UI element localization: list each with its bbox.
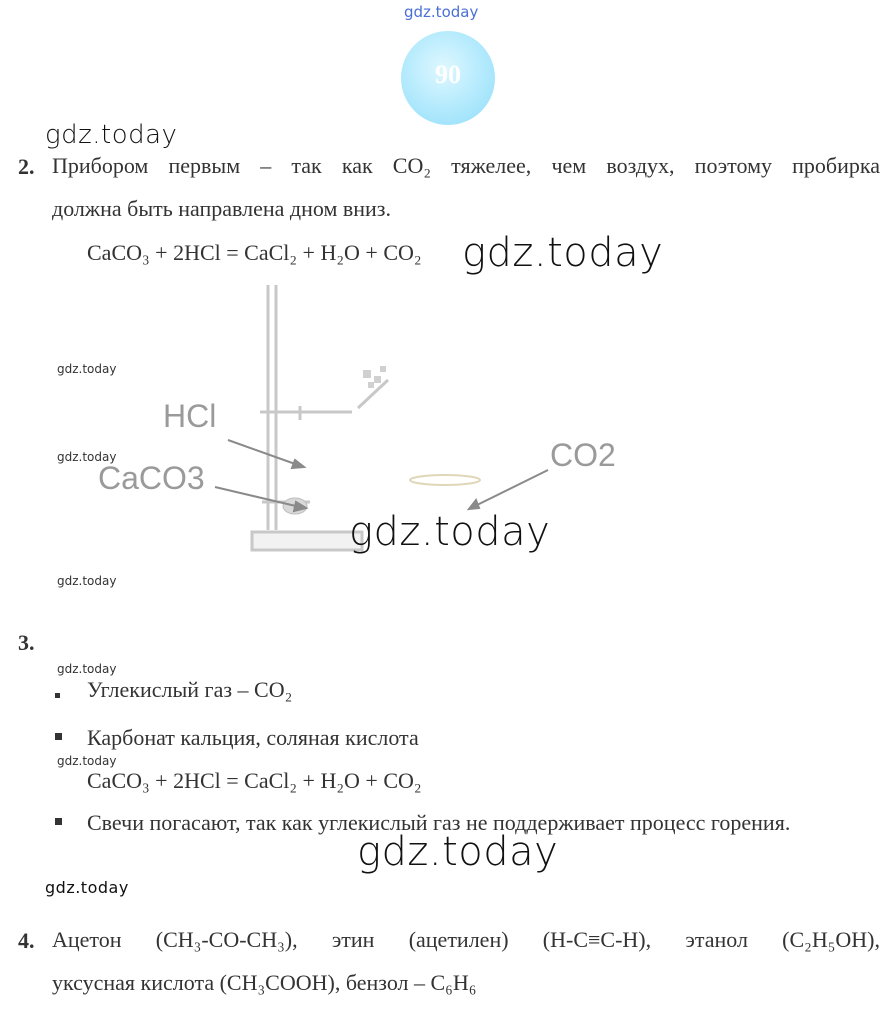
watermark-large: gdz.today bbox=[349, 509, 551, 555]
watermark-header: gdz.today bbox=[45, 120, 178, 150]
task-2-equation: CaCO₃ + 2HCl = CaCl₂ + H₂O + CO₂ bbox=[87, 240, 422, 265]
figure-label-hcl: HCl bbox=[163, 398, 217, 434]
watermark-small: gdz.today bbox=[45, 878, 129, 897]
page-number: 90 bbox=[435, 60, 461, 89]
watermark-large: gdz.today bbox=[462, 230, 664, 276]
watermark-small: gdz.today bbox=[57, 662, 117, 676]
watermark-small: gdz.today bbox=[57, 450, 117, 464]
watermark-small: gdz.today bbox=[57, 362, 117, 376]
bullet-marker bbox=[55, 818, 62, 825]
task-3-equation: CaCO₃ + 2HCl = CaCl₂ + H₂O + CO₂ bbox=[87, 768, 422, 793]
task-3-number: 3. bbox=[18, 630, 35, 655]
task-3-bullet-1: Углекислый газ – CO₂ bbox=[87, 677, 293, 702]
task-2-number: 2. bbox=[18, 154, 35, 179]
bullet-marker bbox=[55, 733, 62, 740]
task-4-line-1: Ацетон (CH₃-CO-CH₃), этин (ацетилен) (H-C≡C-H), этанол (C₂H₅OH), bbox=[52, 927, 880, 952]
task-2-line-2: должна быть направлена дном вниз. bbox=[52, 196, 392, 221]
task-3-bullet-3: Свечи погасают, так как углекислый газ не поддерживает процесс горения. bbox=[87, 810, 791, 835]
watermark-small: gdz.today bbox=[57, 754, 117, 768]
figure-label-caco3: CaCO3 bbox=[98, 460, 205, 496]
task-2-line-1: Прибором первым – так как CO₂ тяжелее, чем воздух, поэтому пробирка bbox=[52, 153, 880, 178]
task-4-line-2: уксусная кислота (CH₃COOH), бензол – C₆H₆ bbox=[52, 970, 477, 995]
task-4-number: 4. bbox=[18, 928, 35, 953]
task-3-bullet-2: Карбонат кальция, соляная кислота bbox=[87, 725, 419, 750]
bullet-marker bbox=[55, 693, 60, 698]
figure-label-co2: CO2 bbox=[550, 437, 616, 473]
watermark-large: gdz.today bbox=[357, 829, 559, 875]
watermark-small: gdz.today bbox=[57, 574, 117, 588]
watermark-top: gdz.today bbox=[404, 3, 479, 21]
